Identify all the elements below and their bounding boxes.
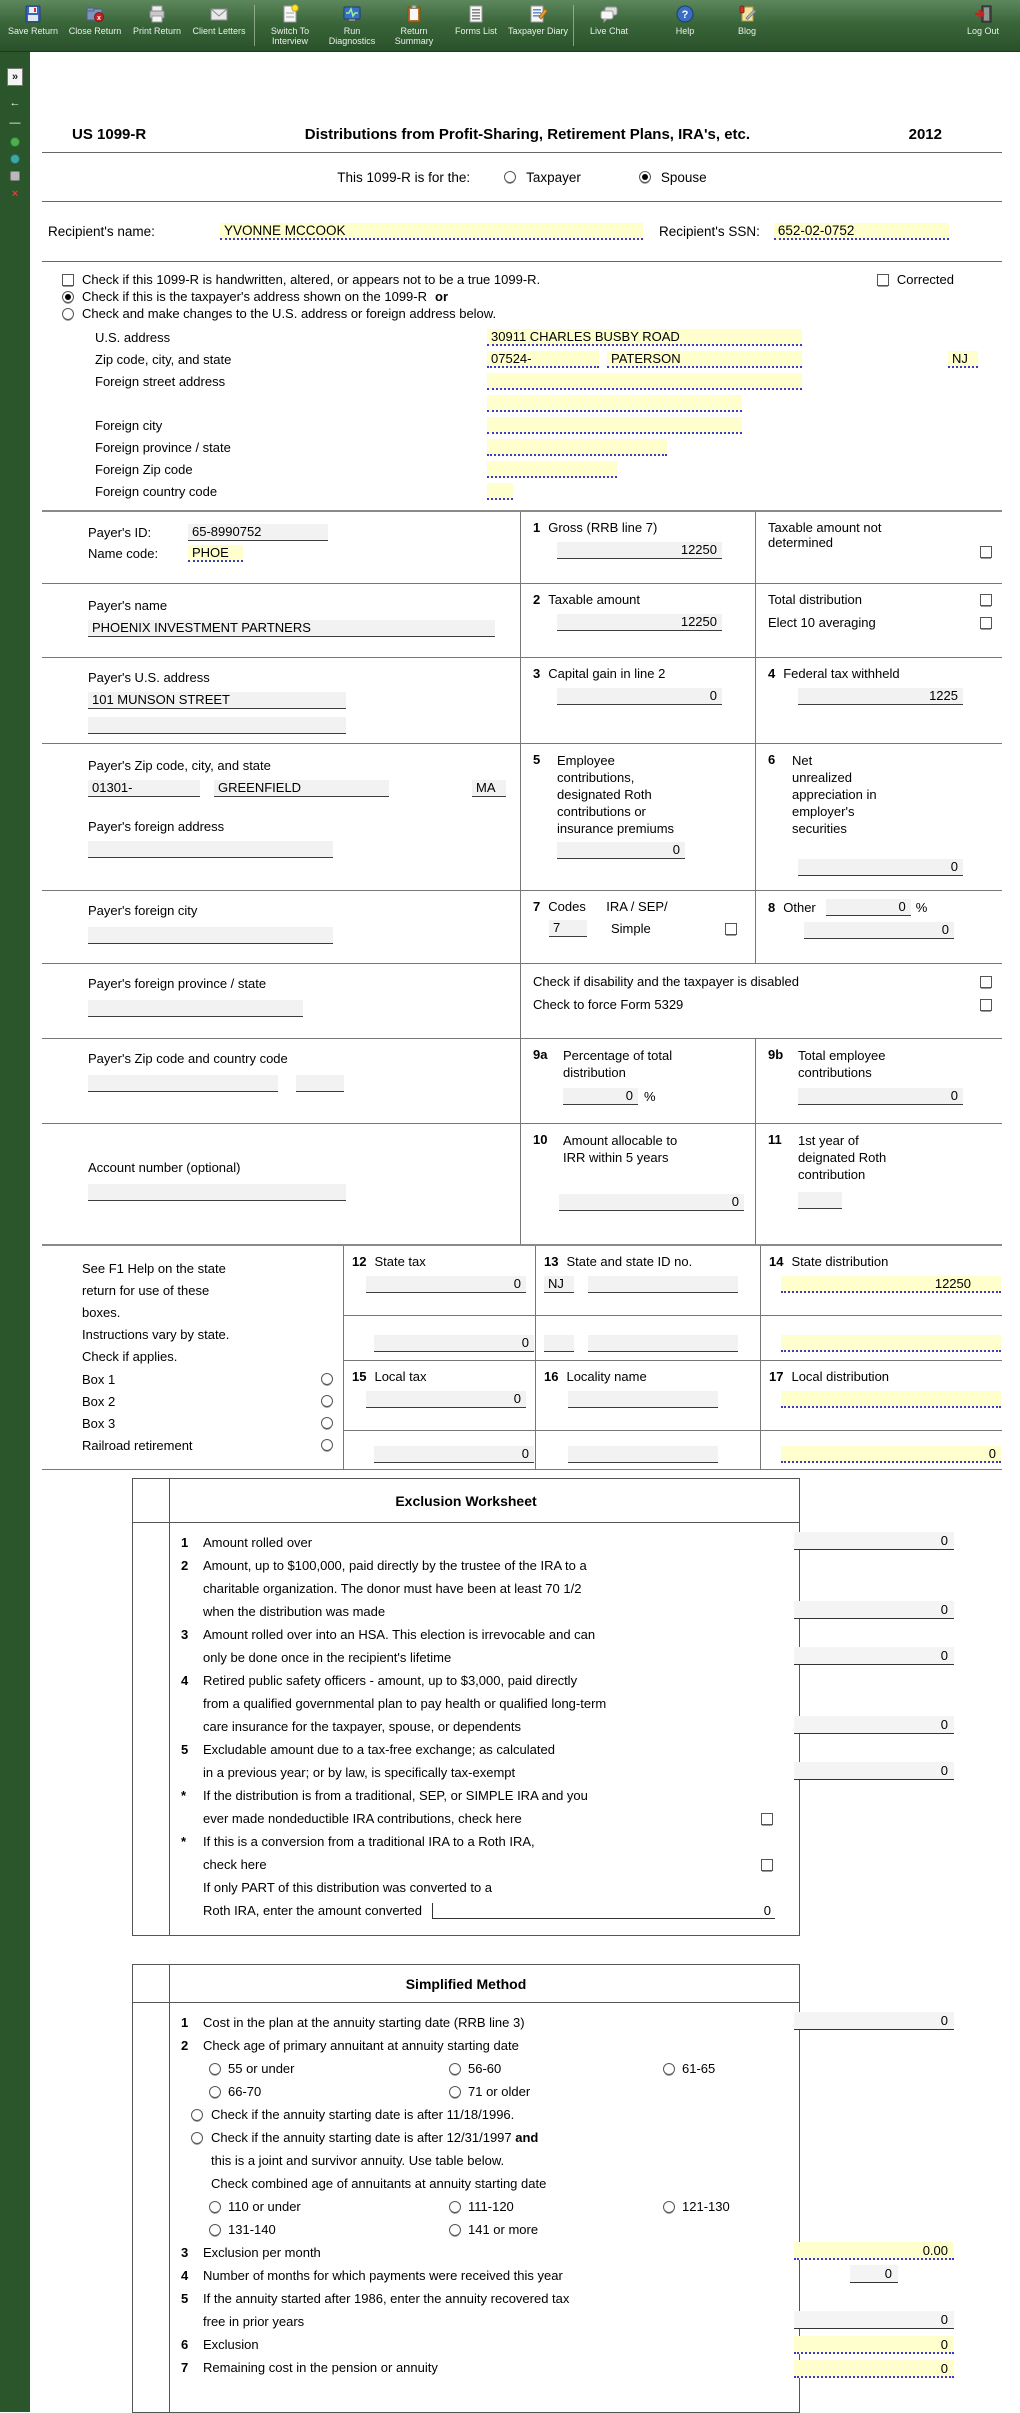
close-return-button[interactable] — [64, 0, 126, 36]
payer-foreign-province-label: Payer's foreign province / state — [88, 976, 267, 991]
recipient-row — [42, 202, 1002, 261]
toolbar-separator — [573, 5, 574, 46]
box13-state-field[interactable]: NJ — [544, 1276, 574, 1293]
sm-value5[interactable]: 0 — [794, 2311, 954, 2329]
sm-value4[interactable]: 0 — [850, 2265, 898, 2283]
foreign-zip-label: Foreign Zip code — [95, 461, 193, 477]
toolbar-label: Blog — [737, 26, 756, 36]
form-title-row — [42, 126, 1002, 152]
run-diagnostics-button[interactable] — [321, 0, 383, 47]
box3-label: Capital gain in line 2 — [548, 666, 666, 681]
payer-us-address-field[interactable]: 101 MUNSON STREET — [88, 692, 346, 709]
age-55-under-radio[interactable] — [209, 2063, 221, 2075]
taxpayer-address-radio[interactable] — [62, 291, 74, 303]
interview-page-icon — [280, 4, 300, 24]
box7-label: Codes — [548, 899, 586, 914]
box7-number: 7 — [533, 899, 541, 914]
payer-id-label: Payer's ID: — [88, 525, 152, 540]
payer-state-field[interactable]: MA — [472, 780, 506, 797]
spouse-radio-label: Spouse — [660, 169, 707, 185]
box1-label: Gross (RRB line 7) — [548, 520, 658, 535]
spouse-radio[interactable] — [639, 171, 651, 183]
box13-number: 13 — [544, 1254, 559, 1269]
box13-id-field[interactable] — [588, 1276, 738, 1293]
sm-line5: If the annuity started after 1986, enter the annuity recovered tax — [203, 2291, 570, 2306]
toolbar-label: Forms List — [454, 26, 497, 36]
payer-name-label: Payer's name — [88, 598, 168, 613]
toolbar-label: Client Letters — [192, 26, 246, 36]
roth-conversion-line: If this is a conversion from a traditional IRA to a Roth IRA, — [203, 1834, 535, 1849]
after-1996-label: Check if the annuity starting date is after 11/18/1996. — [211, 2107, 515, 2122]
box9a-label: Percentage of total — [563, 1048, 673, 1063]
change-address-label: Check and make changes to the U.S. address or foreign address below. — [82, 306, 497, 321]
combined-110-under-radio[interactable] — [209, 2201, 221, 2213]
top-toolbar — [0, 0, 1020, 52]
foreign-street-label: Foreign street address — [95, 373, 226, 389]
foreign-city-label: Foreign city — [95, 417, 163, 433]
taxpayer-radio-label: Taxpayer — [526, 169, 581, 185]
sm-line6: Exclusion — [203, 2337, 259, 2352]
payer-foreign-city-label: Payer's foreign city — [88, 903, 198, 918]
toolbar-label: Log Out — [966, 26, 1000, 36]
box13-label: State and state ID no. — [566, 1254, 693, 1269]
box17-value1[interactable] — [781, 1391, 1001, 1408]
ira-sep-simple-checkbox[interactable] — [725, 923, 737, 935]
foreign-zip-field[interactable] — [487, 461, 617, 478]
payer-boxes-grid: Payer's ID: 65-8990752 Name code: PHOE 1 Gross (RRB line 7) 12250 Taxable amount not determined Payer's name PHOENIX INVESTMENT PARTNERS 2 Taxable amount 12250 Total distribution Elect 10 averaging Payer's U.S. address 101 MUNSON STREET 3 Capital gain in line 2 0 4 Federal tax withheld 1225 Payer's Zip code, city, and state 01301- GREENFIELD MA Payer's foreign address 5 Employee contributions, designated Roth contributions or insurance premiums 0 6 Net unrealized appreciation in employer's securities 0 Payer's foreign city 7 Codes IRA / SEP/ 7 Simple 8 Other 0 % 0 Payer's foreign province / state Check if disability and the taxpayer is disabled Check to force Form 5329 Payer's Zip code and country code 9a Percentage of total distribution 0 % 9b Total employee contributions 0 Account number (optional) 10 Amount allocable to IRR within 5 years 0 11 1st year of deignated Roth contribution — [42, 510, 1002, 1246]
age-71-older-radio[interactable] — [449, 2086, 461, 2098]
sm-value6[interactable]: 0 — [794, 2336, 954, 2354]
for-whom-label: This 1099-R is for the: — [337, 169, 471, 185]
exclusion-line3: Amount rolled over into an HSA. This election is irrevocable and can — [203, 1627, 596, 1642]
combined-141-more-radio[interactable] — [449, 2224, 461, 2236]
print-return-button[interactable] — [126, 0, 188, 36]
box16-field2[interactable] — [568, 1446, 718, 1463]
toolbar-separator — [254, 5, 255, 46]
box6-value[interactable]: 0 — [798, 859, 963, 876]
state-help-cell: See F1 Help on the state return for use of these boxes. Instructions vary by state. Check if applies. Box 1 Box 2 Box 3 Railroad retirement — [42, 1246, 343, 1469]
box13-state-field2[interactable] — [544, 1335, 574, 1352]
box1-number: 1 — [533, 520, 541, 535]
box9b-number: 9b — [768, 1047, 784, 1062]
after-1997-radio[interactable] — [191, 2132, 203, 2144]
box1-value[interactable]: 12250 — [557, 542, 722, 559]
save-return-button[interactable] — [2, 0, 64, 36]
save-icon — [23, 4, 43, 24]
sm-line3: Exclusion per month — [203, 2245, 321, 2260]
collapse-icon[interactable]: — — [9, 117, 21, 129]
state-box2-label: Box 2 — [82, 1393, 116, 1409]
box5-number: 5 — [533, 752, 541, 767]
box6-label: Net — [792, 753, 813, 768]
sm-line7: Remaining cost in the pension or annuity — [203, 2360, 438, 2375]
combined-age-label: Check combined age of annuitants at annuity starting date — [211, 2176, 547, 2191]
combined-131-140-radio[interactable] — [209, 2224, 221, 2236]
city-field[interactable]: PATERSON — [607, 351, 802, 368]
state-box1-label: Box 1 — [82, 1371, 116, 1387]
percent-sign: % — [644, 1089, 656, 1104]
change-address-radio[interactable] — [62, 308, 74, 320]
corrected-label: Corrected — [896, 272, 954, 287]
live-chat-button[interactable] — [578, 0, 640, 36]
logout-door-icon — [973, 4, 993, 24]
taxable-not-determined-checkbox[interactable] — [980, 546, 992, 558]
and-text: and — [515, 2130, 539, 2145]
box4-label: Federal tax withheld — [783, 666, 900, 681]
box8-value[interactable]: 0 — [804, 922, 954, 939]
blog-scroll-icon — [737, 4, 757, 24]
simplified-box: Simplified Method 1 Cost in the plan at the annuity starting date (RRB line 3) 2 Check age of primary annuitant at annuity starting date 55 or under 56-60 61-65 66-70 71 or older Check if the annuity starting date is after 11/18/1996. Check if the annuity starting date is after 12/31/1997 and this is a joint and survivor annuity. Use table below. Check combined age of annuitants at annuity starting date 110 or under 111-120 121-130 131-140 141 or more 3 Exclusion per month 4 Number of months for which payments were received this year 5 If the annuity started after 1986, enter the annuity recovered tax free in prior years 6 Exclusion 7 Remaining cost in the pension or annuity — [132, 1964, 800, 2413]
taxpayer-radio[interactable] — [504, 171, 516, 183]
exclusion-value1[interactable]: 0 — [794, 1532, 954, 1550]
payer-us-address2-field[interactable] — [88, 717, 346, 734]
payer-id-field[interactable]: 65-8990752 — [188, 524, 328, 541]
top-checkboxes — [42, 262, 1002, 322]
roth-conversion-checkbox[interactable] — [761, 1859, 773, 1871]
exclusion-title: Exclusion Worksheet — [133, 1479, 799, 1523]
part-converted-line: If only PART of this distribution was converted to a — [203, 1880, 493, 1895]
box5-value[interactable]: 0 — [557, 842, 685, 859]
payer-foreign-province-field[interactable] — [88, 1000, 303, 1017]
railroad-retirement-radio[interactable] — [321, 1439, 333, 1451]
recipient-name-label: Recipient's name: — [48, 224, 155, 239]
amount-converted-field[interactable]: 0 — [432, 1903, 775, 1919]
form-1099r-page — [30, 52, 1020, 2412]
box12-value2[interactable]: 0 — [374, 1335, 534, 1352]
sm-value7[interactable]: 0 — [794, 2360, 954, 2378]
box2-number: 2 — [533, 592, 541, 607]
toolbar-label: Print Return — [132, 26, 182, 36]
payer-us-address-label: Payer's U.S. address — [88, 670, 210, 685]
taxpayer-address-label: Check if this is the taxpayer's address shown on the 1099-R — [82, 289, 427, 304]
box8-label: Other — [783, 900, 816, 915]
client-letters-button[interactable] — [188, 0, 250, 36]
box7-ira-label: IRA / SEP/ — [606, 899, 668, 914]
taxable-not-determined-label: Taxable amount not determined — [768, 520, 882, 550]
total-distribution-label: Total distribution — [768, 592, 862, 607]
form-code: US 1099-R — [72, 126, 147, 143]
state-local-grid — [42, 1246, 1002, 1470]
payer-zip-country-label: Payer's Zip code and country code — [88, 1051, 288, 1066]
box9b-value[interactable]: 0 — [798, 1088, 963, 1105]
exclusion-worksheet — [42, 1478, 1002, 1948]
box11-field[interactable] — [798, 1192, 842, 1209]
name-code-field[interactable]: PHOE — [188, 545, 243, 562]
name-code-label: Name code: — [88, 546, 159, 561]
state-help-text: See F1 Help on the state — [82, 1261, 226, 1276]
state-box1-radio[interactable] — [321, 1373, 333, 1385]
toolbar-label: Close Return — [68, 26, 122, 36]
sm-line1: Cost in the plan at the annuity starting date (RRB line 3) — [203, 2015, 525, 2030]
expand-panel-button[interactable]: » — [7, 68, 23, 86]
nondeductible-checkbox[interactable] — [761, 1813, 773, 1825]
payer-foreign-city-field[interactable] — [88, 927, 333, 944]
box9a-value[interactable]: 0 — [563, 1088, 638, 1105]
age-61-65-radio[interactable] — [663, 2063, 675, 2075]
box8-pct-field[interactable]: 0 — [826, 899, 911, 916]
box8-number: 8 — [768, 900, 776, 915]
toolbar-label: Run Diagnostics — [328, 26, 376, 47]
return-summary-button[interactable] — [383, 0, 445, 47]
foreign-city-field[interactable] — [487, 417, 742, 434]
state-box2-radio[interactable] — [321, 1395, 333, 1407]
box10-label: Amount allocable to — [563, 1133, 678, 1148]
box15-value1[interactable]: 0 — [366, 1391, 526, 1408]
simplified-title: Simplified Method — [133, 1965, 799, 2003]
form-year: 2012 — [908, 126, 942, 143]
foreign-country-field[interactable] — [487, 483, 513, 500]
toolbar-label: Return Summary — [394, 26, 434, 47]
us-address-field[interactable]: 30911 CHARLES BUSBY ROAD — [487, 329, 802, 346]
close-folder-icon — [85, 4, 105, 24]
box11-label: 1st year of — [798, 1133, 859, 1148]
foreign-street2-field[interactable] — [487, 395, 742, 412]
help-icon — [675, 4, 695, 24]
force-5329-label: Check to force Form 5329 — [533, 997, 684, 1012]
box7-simple-label: Simple — [611, 921, 651, 936]
or-text: or — [435, 289, 448, 304]
zip-city-state-label: Zip code, city, and state — [95, 351, 232, 367]
payer-zip-city-state-label: Payer's Zip code, city, and state — [88, 758, 271, 773]
joint-survivor-label: this is a joint and survivor annuity. Use table below. — [211, 2153, 505, 2168]
handwritten-checkbox[interactable] — [62, 274, 74, 286]
state-field[interactable]: NJ — [948, 351, 978, 368]
after-1996-radio[interactable] — [191, 2109, 203, 2121]
box10-value[interactable]: 0 — [559, 1194, 744, 1211]
box10-number: 10 — [533, 1132, 548, 1147]
combined-111-120-radio[interactable] — [449, 2201, 461, 2213]
diary-pencil-icon — [528, 4, 548, 24]
foreign-country-label: Foreign country code — [95, 483, 218, 499]
taxpayer-diary-button[interactable] — [507, 0, 569, 36]
zip-field[interactable]: 07524- — [487, 351, 599, 368]
refresh-icon[interactable] — [10, 137, 20, 147]
recipient-ssn-label: Recipient's SSN: — [659, 224, 760, 239]
nondeductible-line: If the distribution is from a traditional, SEP, or SIMPLE IRA and you — [203, 1788, 588, 1803]
box14-label: State distribution — [791, 1254, 889, 1269]
envelope-icon — [209, 4, 229, 24]
diagnostics-monitor-icon — [342, 4, 362, 24]
box15-value2[interactable]: 0 — [374, 1446, 534, 1463]
handwritten-label: Check if this 1099-R is handwritten, altered, or appears not to be a true 1099-R. — [82, 272, 541, 287]
box5-label: Employee — [557, 753, 615, 768]
force-5329-checkbox[interactable] — [980, 999, 992, 1011]
printer-icon — [147, 4, 167, 24]
toolbar-label: Live Chat — [589, 26, 629, 36]
sm-value1[interactable]: 0 — [794, 2012, 954, 2030]
box17-label: Local distribution — [791, 1369, 890, 1384]
payer-foreign-zip-field[interactable] — [88, 1075, 278, 1092]
exclusion-value2[interactable]: 0 — [794, 1601, 954, 1619]
percent-sign: % — [915, 900, 928, 915]
corrected-checkbox[interactable] — [877, 274, 889, 286]
payer-foreign-address-field[interactable] — [88, 841, 333, 858]
svg-text:x: x — [97, 15, 101, 22]
box14-value2[interactable] — [781, 1335, 1001, 1352]
box16-field1[interactable] — [568, 1391, 718, 1408]
age-66-70-radio[interactable] — [209, 2086, 221, 2098]
box12-label: State tax — [374, 1254, 426, 1269]
box11-number: 11 — [768, 1132, 782, 1147]
box3-value[interactable]: 0 — [557, 688, 722, 705]
foreign-street-field[interactable] — [487, 373, 802, 390]
disability-label: Check if disability and the taxpayer is disabled — [533, 974, 799, 989]
box9a-number: 9a — [533, 1047, 548, 1062]
box15-label: Local tax — [374, 1369, 427, 1384]
help-button[interactable] — [654, 0, 716, 36]
exclusion-box: Exclusion Worksheet 1 Amount rolled over 2 Amount, up to $100,000, paid directly by the trustee of the IRA to a charitable organization. The donor must have been at least 70 1/2 when the distribution was made 3 Amount rolled over into an HSA. This election is irrevocable and can only be done once in the recipient's lifetime 4 Retired public safety officers - amount, up to $3,000, paid directly from a qualified governmental plan to pay health or qualified long-term care insurance for the taxpayer, spouse, or dependents 5 Excludable amount due to a tax-free exchange; as calculated in a previous year; or by law, is specifically tax-exempt * If the distribution is from a traditional, SEP, or SIMPLE IRA and you ever made nondeductible IRA contributions, check here * If this is a conversion from a traditional IRA to a Roth IRA, check here If only PART of this distribution was converted to a Roth IRA, enter the amount converted 0 — [132, 1478, 800, 1936]
logout-button[interactable] — [952, 0, 1014, 36]
foreign-province-field[interactable] — [487, 439, 667, 456]
exclusion-value3[interactable]: 0 — [794, 1647, 954, 1665]
toolbar-label: Save Return — [7, 26, 59, 36]
account-number-field[interactable] — [88, 1184, 346, 1201]
box15-number: 15 — [352, 1369, 367, 1384]
payer-country-code-field[interactable] — [296, 1075, 344, 1092]
box3-number: 3 — [533, 666, 541, 681]
box2-value[interactable]: 12250 — [557, 614, 722, 631]
box12-number: 12 — [352, 1254, 367, 1269]
state-box3-radio[interactable] — [321, 1417, 333, 1429]
box4-number: 4 — [768, 666, 776, 681]
box7-codes-field[interactable]: 7 — [549, 920, 587, 937]
disability-checkbox[interactable] — [980, 976, 992, 988]
payer-city-field[interactable]: GREENFIELD — [214, 780, 389, 797]
exclusion-value4[interactable]: 0 — [794, 1716, 954, 1734]
svg-text:?: ? — [681, 9, 689, 21]
box6-number: 6 — [768, 752, 776, 767]
sm-line4: Number of months for which payments were received this year — [203, 2268, 563, 2283]
box9b-label: Total employee — [798, 1048, 886, 1063]
account-number-label: Account number (optional) — [88, 1160, 241, 1175]
exclusion-line4: Retired public safety officers - amount, up to $3,000, paid directly — [203, 1673, 578, 1688]
sm-value3[interactable]: 0.00 — [794, 2242, 954, 2260]
close-small-icon[interactable]: × — [11, 188, 19, 200]
sm-line2: Check age of primary annuitant at annuity starting date — [203, 2038, 519, 2053]
exclusion-value5[interactable]: 0 — [794, 1762, 954, 1780]
railroad-retirement-label: Railroad retirement — [82, 1437, 193, 1453]
recipient-ssn-field[interactable]: 652-02-0752 — [774, 223, 949, 240]
foreign-province-label: Foreign province / state — [95, 439, 231, 455]
box16-number: 16 — [544, 1369, 559, 1384]
toolbar-label: Switch To Interview — [270, 26, 310, 47]
exclusion-line5: Excludable amount due to a tax-free exchange; as calculated — [203, 1742, 555, 1757]
toolbar-label: Help — [675, 26, 695, 36]
clipboard-icon — [404, 4, 424, 24]
forms-list-button[interactable] — [445, 0, 507, 36]
box16-label: Locality name — [566, 1369, 647, 1384]
payer-name-field[interactable]: PHOENIX INVESTMENT PARTNERS — [88, 620, 495, 637]
us-address-label: U.S. address — [95, 329, 171, 345]
box14-value1[interactable]: 12250 — [781, 1276, 1001, 1293]
for-whom-row — [42, 153, 1002, 201]
box2-label: Taxable amount — [548, 592, 641, 607]
box14-number: 14 — [769, 1254, 784, 1269]
box17-number: 17 — [769, 1369, 784, 1384]
recipient-address-block — [42, 326, 1002, 502]
box13-id-field2[interactable] — [588, 1335, 738, 1352]
payer-zip-field[interactable]: 01301- — [88, 780, 200, 797]
box17-value2[interactable]: 0 — [781, 1446, 1001, 1463]
payer-foreign-address-label: Payer's foreign address — [88, 819, 225, 834]
form-title: Distributions from Profit-Sharing, Retirement Plans, IRA's, etc. — [304, 126, 751, 143]
age-56-60-radio[interactable] — [449, 2063, 461, 2075]
box4-value[interactable]: 1225 — [798, 688, 963, 705]
left-sidebar — [0, 52, 30, 2412]
recipient-name-field[interactable]: YVONNE MCCOOK — [220, 223, 643, 240]
after-1997-label: Check if the annuity starting date is after 12/31/1997 — [211, 2130, 512, 2145]
simplified-method — [42, 1964, 1002, 2413]
chat-bubbles-icon — [599, 4, 619, 24]
forms-list-icon — [466, 4, 486, 24]
blog-button[interactable] — [716, 0, 778, 36]
combined-121-130-radio[interactable] — [663, 2201, 675, 2213]
exclusion-line2: Amount, up to $100,000, paid directly by the trustee of the IRA to a — [203, 1558, 587, 1573]
toolbar-label: Taxpayer Diary — [507, 26, 569, 36]
box12-value1[interactable]: 0 — [366, 1276, 526, 1293]
switch-to-interview-button[interactable] — [259, 0, 321, 47]
elect-10-averaging-label: Elect 10 averaging — [768, 615, 876, 630]
print-small-icon[interactable] — [10, 171, 20, 181]
exclusion-line1: Amount rolled over — [203, 1535, 313, 1550]
back-arrow-icon[interactable]: ← — [9, 97, 21, 109]
elect-10-averaging-checkbox[interactable] — [980, 617, 992, 629]
total-distribution-checkbox[interactable] — [980, 594, 992, 606]
state-box3-label: Box 3 — [82, 1415, 116, 1431]
save-small-icon[interactable] — [10, 154, 20, 164]
